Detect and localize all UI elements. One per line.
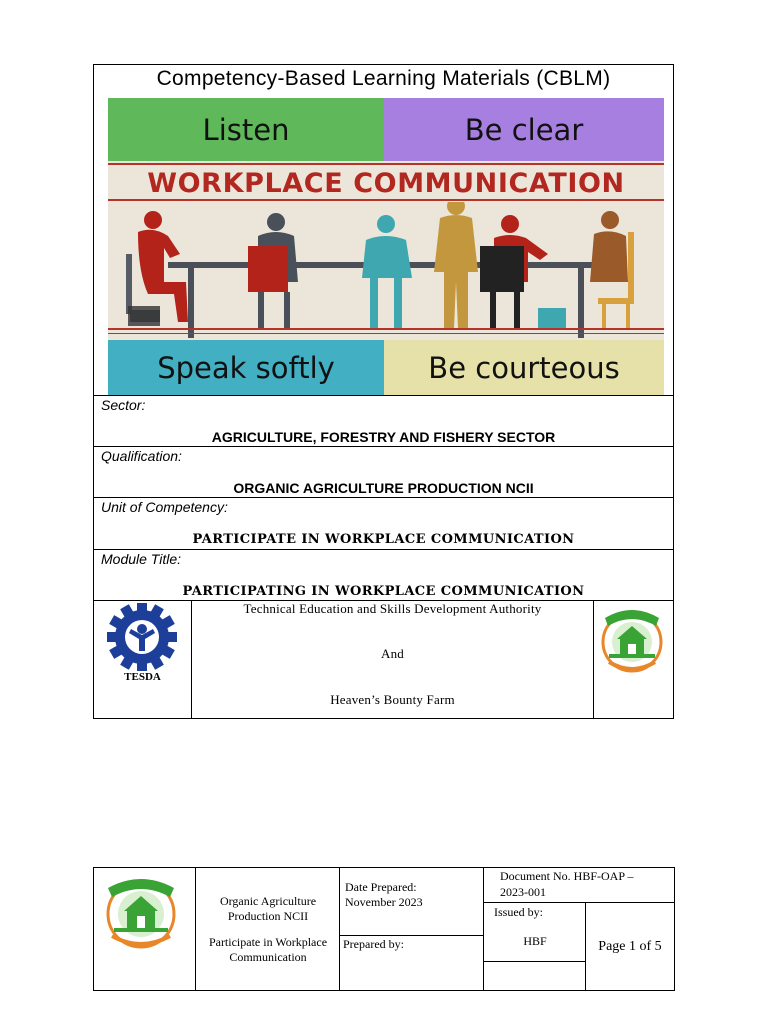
prepared-by-label: Prepared by: <box>343 937 404 951</box>
heavens-bounty-farm-logo-icon <box>100 872 182 952</box>
sector-label: Sector: <box>101 397 146 413</box>
unit-value: PARTICIPATE IN WORKPLACE COMMUNICATION <box>192 532 575 547</box>
banner-be-courteous: Be courteous <box>384 340 664 395</box>
partner-farm-name: Heaven’s Bounty Farm <box>330 692 455 707</box>
qualification-row <box>94 446 673 497</box>
unit-row <box>94 497 673 549</box>
unit-label: Unit of Competency: <box>101 499 228 515</box>
document-footer <box>93 867 675 991</box>
partners-row <box>94 600 673 719</box>
partner-tesda-name: Technical Education and Skills Development Authority <box>243 601 542 616</box>
footer-title-cell <box>196 868 340 990</box>
footer-qualification: Organic Agriculture Production NCII <box>219 894 317 923</box>
farm-logo-cell <box>593 601 674 719</box>
footer-page-cell <box>586 903 674 990</box>
date-prepared-label: Date Prepared: <box>345 880 417 894</box>
footer-blank-cell <box>484 962 586 990</box>
tesda-gear-icon <box>103 603 181 671</box>
footer-unit: Participate in Workplace Communication <box>208 935 328 964</box>
footer-docno-cell <box>484 868 674 903</box>
module-row <box>94 549 673 600</box>
banner-heading: WORKPLACE COMMUNICATION <box>147 168 625 199</box>
footer-logo-cell <box>94 868 196 990</box>
workplace-communication-banner <box>108 98 664 395</box>
heavens-bounty-farm-logo-icon <box>599 604 665 676</box>
banner-speak-softly: Speak softly <box>108 340 384 395</box>
tesda-logo-cell <box>94 601 192 719</box>
partners-text-cell <box>192 601 593 719</box>
module-value: PARTICIPATING IN WORKPLACE COMMUNICATION <box>182 584 585 599</box>
cover-title: Competency-Based Learning Materials (CBLM) <box>156 67 611 90</box>
sector-row <box>94 395 673 446</box>
issued-by-label: Issued by: <box>494 905 543 919</box>
banner-be-clear: Be clear <box>384 98 664 161</box>
banner-stripe <box>108 163 664 165</box>
tesda-caption: TESDA <box>124 671 161 683</box>
document-number-line2: 2023-001 <box>500 885 546 899</box>
issued-by-value: HBF <box>523 934 547 948</box>
document-number-line1: Document No. HBF-OAP – <box>500 869 634 883</box>
qualification-label: Qualification: <box>101 448 182 464</box>
footer-issued-cell <box>484 903 586 962</box>
qualification-value: ORGANIC AGRICULTURE PRODUCTION NCII <box>233 480 534 496</box>
meeting-illustration <box>108 202 664 338</box>
cover-page <box>93 64 674 719</box>
partner-and: And <box>381 646 404 661</box>
footer-prepared-cell <box>340 936 484 990</box>
module-label: Module Title: <box>101 551 182 567</box>
date-prepared-value: November 2023 <box>345 895 423 909</box>
footer-date-cell <box>340 868 484 936</box>
sector-value: AGRICULTURE, FORESTRY AND FISHERY SECTOR <box>211 429 556 445</box>
page-number: Page 1 of 5 <box>598 939 662 954</box>
banner-listen: Listen <box>108 98 384 161</box>
banner-stripe <box>108 199 664 201</box>
